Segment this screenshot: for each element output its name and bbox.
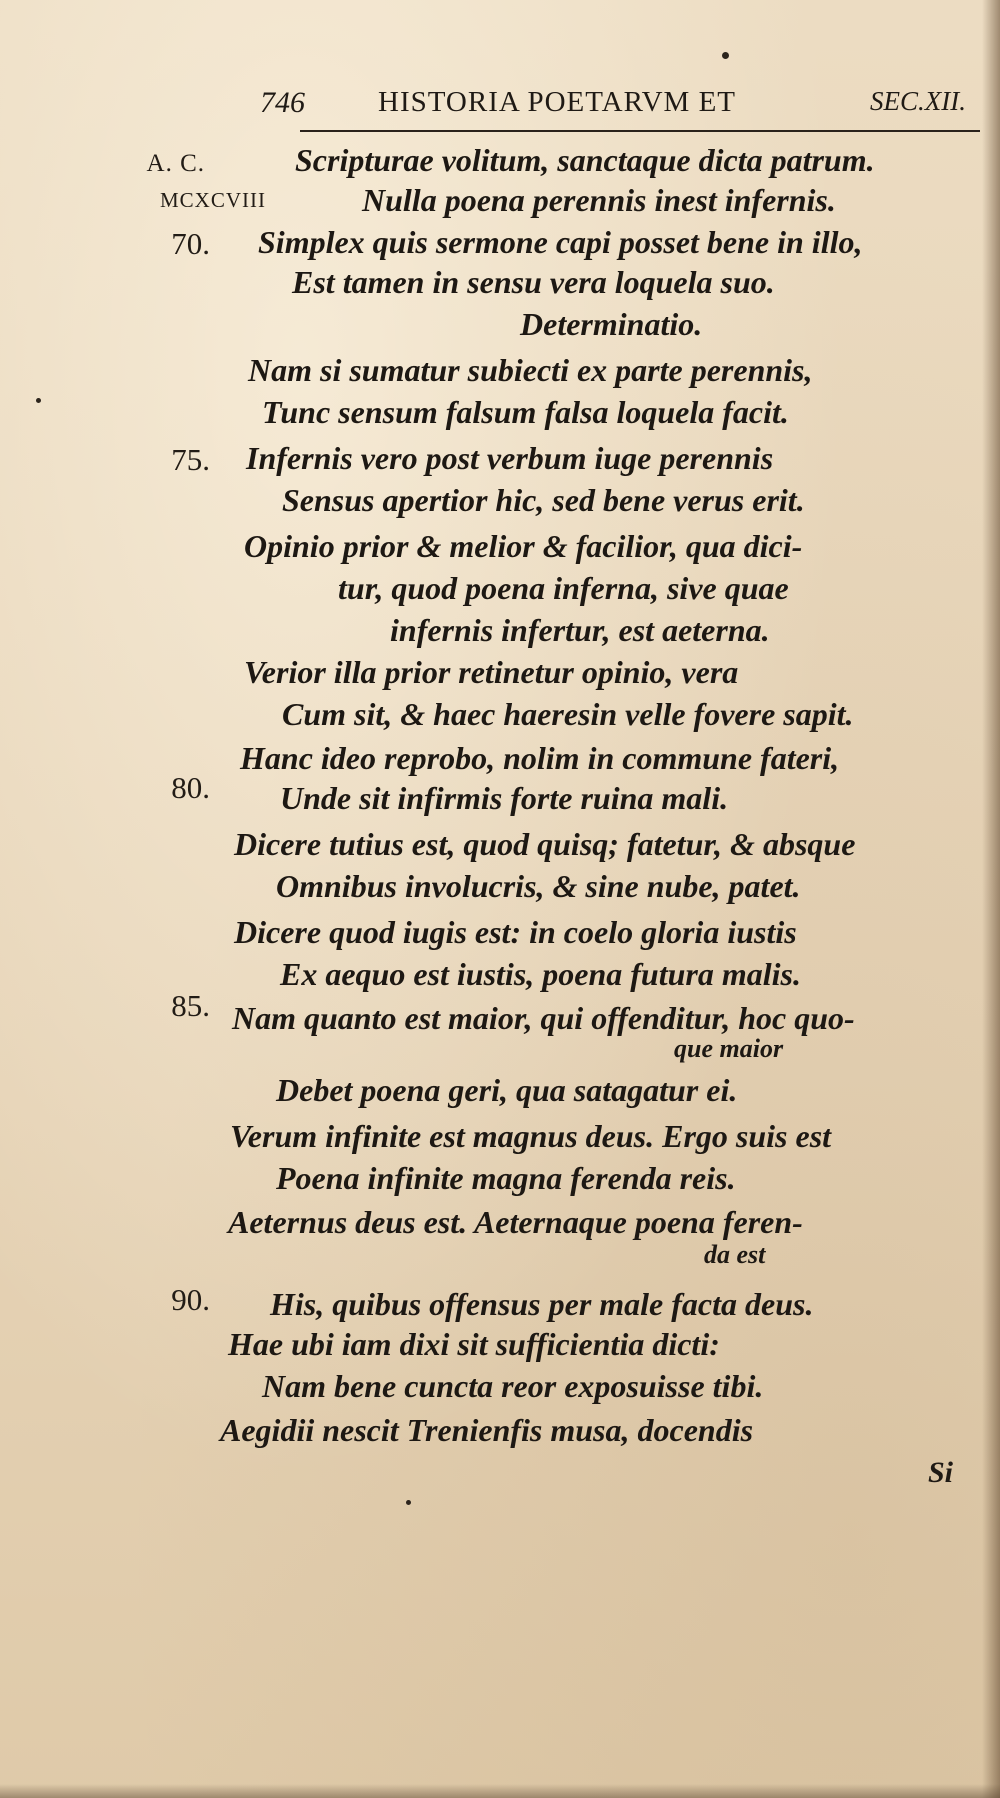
line-number: 85. xyxy=(171,988,210,1023)
verse-line: Tunc sensum falsum falsa loquela facit. xyxy=(262,394,789,430)
verse-line: da est xyxy=(704,1240,766,1269)
header-rule xyxy=(300,130,980,132)
verse-line: Nam quanto est maior, qui offenditur, hoc quo- xyxy=(232,1000,855,1036)
verse-line: Unde sit infirmis forte ruina mali. xyxy=(280,780,729,816)
verse-line: Aeternus deus est. Aeternaque poena feren- xyxy=(228,1204,803,1240)
ink-speck xyxy=(36,398,41,403)
prose-line: tur, quod poena inferna, sive quae xyxy=(338,570,789,606)
verse-line: que maior xyxy=(674,1034,784,1063)
verse-line: Ex aequo est iustis, poena futura malis. xyxy=(280,956,801,992)
page-edge-shadow xyxy=(982,0,1000,1798)
verse-line: Simplex quis sermone capi posset bene in illo, xyxy=(258,224,863,260)
line-number: 80. xyxy=(171,770,210,805)
ink-speck xyxy=(722,52,729,59)
verse-line: Hae ubi iam dixi sit sufficientia dicti: xyxy=(228,1326,720,1362)
margin-year-label: A. C. xyxy=(146,150,205,177)
verse-line: Omnibus involucris, & sine nube, patet. xyxy=(276,868,801,904)
verse-line: Aegidii nescit Trenienfis musa, docendis xyxy=(220,1412,754,1448)
verse-line: Cum sit, & haec haeresin velle fovere sapit. xyxy=(282,696,854,732)
verse-line: Verum infinite est magnus deus. Ergo suis est xyxy=(230,1118,832,1154)
verse-line: Poena infinite magna ferenda reis. xyxy=(276,1160,736,1196)
verse-line: Verior illa prior retinetur opinio, vera xyxy=(244,654,739,690)
prose-line: Opinio prior & melior & facilior, qua dici- xyxy=(244,528,803,564)
verse-line: Dicere tutius est, quod quisq; fatetur, & absque xyxy=(234,826,856,862)
page-header xyxy=(260,86,980,126)
prose-line: infernis infertur, est aeterna. xyxy=(390,612,770,648)
verse-line: His, quibus offensus per male facta deus. xyxy=(270,1286,814,1322)
catchword: Si xyxy=(928,1456,954,1489)
line-number: 90. xyxy=(171,1282,210,1317)
line-number: 70. xyxy=(171,226,210,261)
page-number: 746 xyxy=(260,86,305,119)
verse-line: Infernis vero post verbum iuge perennis xyxy=(246,440,774,476)
running-title: HISTORIA POETARVM ET xyxy=(378,86,737,118)
ink-speck xyxy=(406,1500,411,1505)
verse-line: Est tamen in sensu vera loquela suo. xyxy=(292,264,775,300)
margin-year: MCXCVIII xyxy=(160,188,266,212)
line-number: 75. xyxy=(171,442,210,477)
verse-line: Nam bene cuncta reor exposuisse tibi. xyxy=(262,1368,764,1404)
verse-line: Scripturae volitum, sanctaque dicta patrum. xyxy=(295,142,875,178)
verse-line: Nulla poena perennis inest infernis. xyxy=(362,182,836,218)
page-bottom-shadow xyxy=(0,1784,1000,1798)
verse-line: Dicere quod iugis est: in coelo gloria iustis xyxy=(234,914,797,950)
verse-line: Hanc ideo reprobo, nolim in commune fateri, xyxy=(240,740,840,776)
verse-line: Nam si sumatur subiecti ex parte perennis, xyxy=(248,352,813,388)
section-heading: Determinatio. xyxy=(520,306,703,342)
verse-line: Sensus apertior hic, sed bene verus erit. xyxy=(282,482,805,518)
verse-line: Debet poena geri, qua satagatur ei. xyxy=(276,1072,738,1108)
section-number: SEC.XII. xyxy=(870,86,966,116)
